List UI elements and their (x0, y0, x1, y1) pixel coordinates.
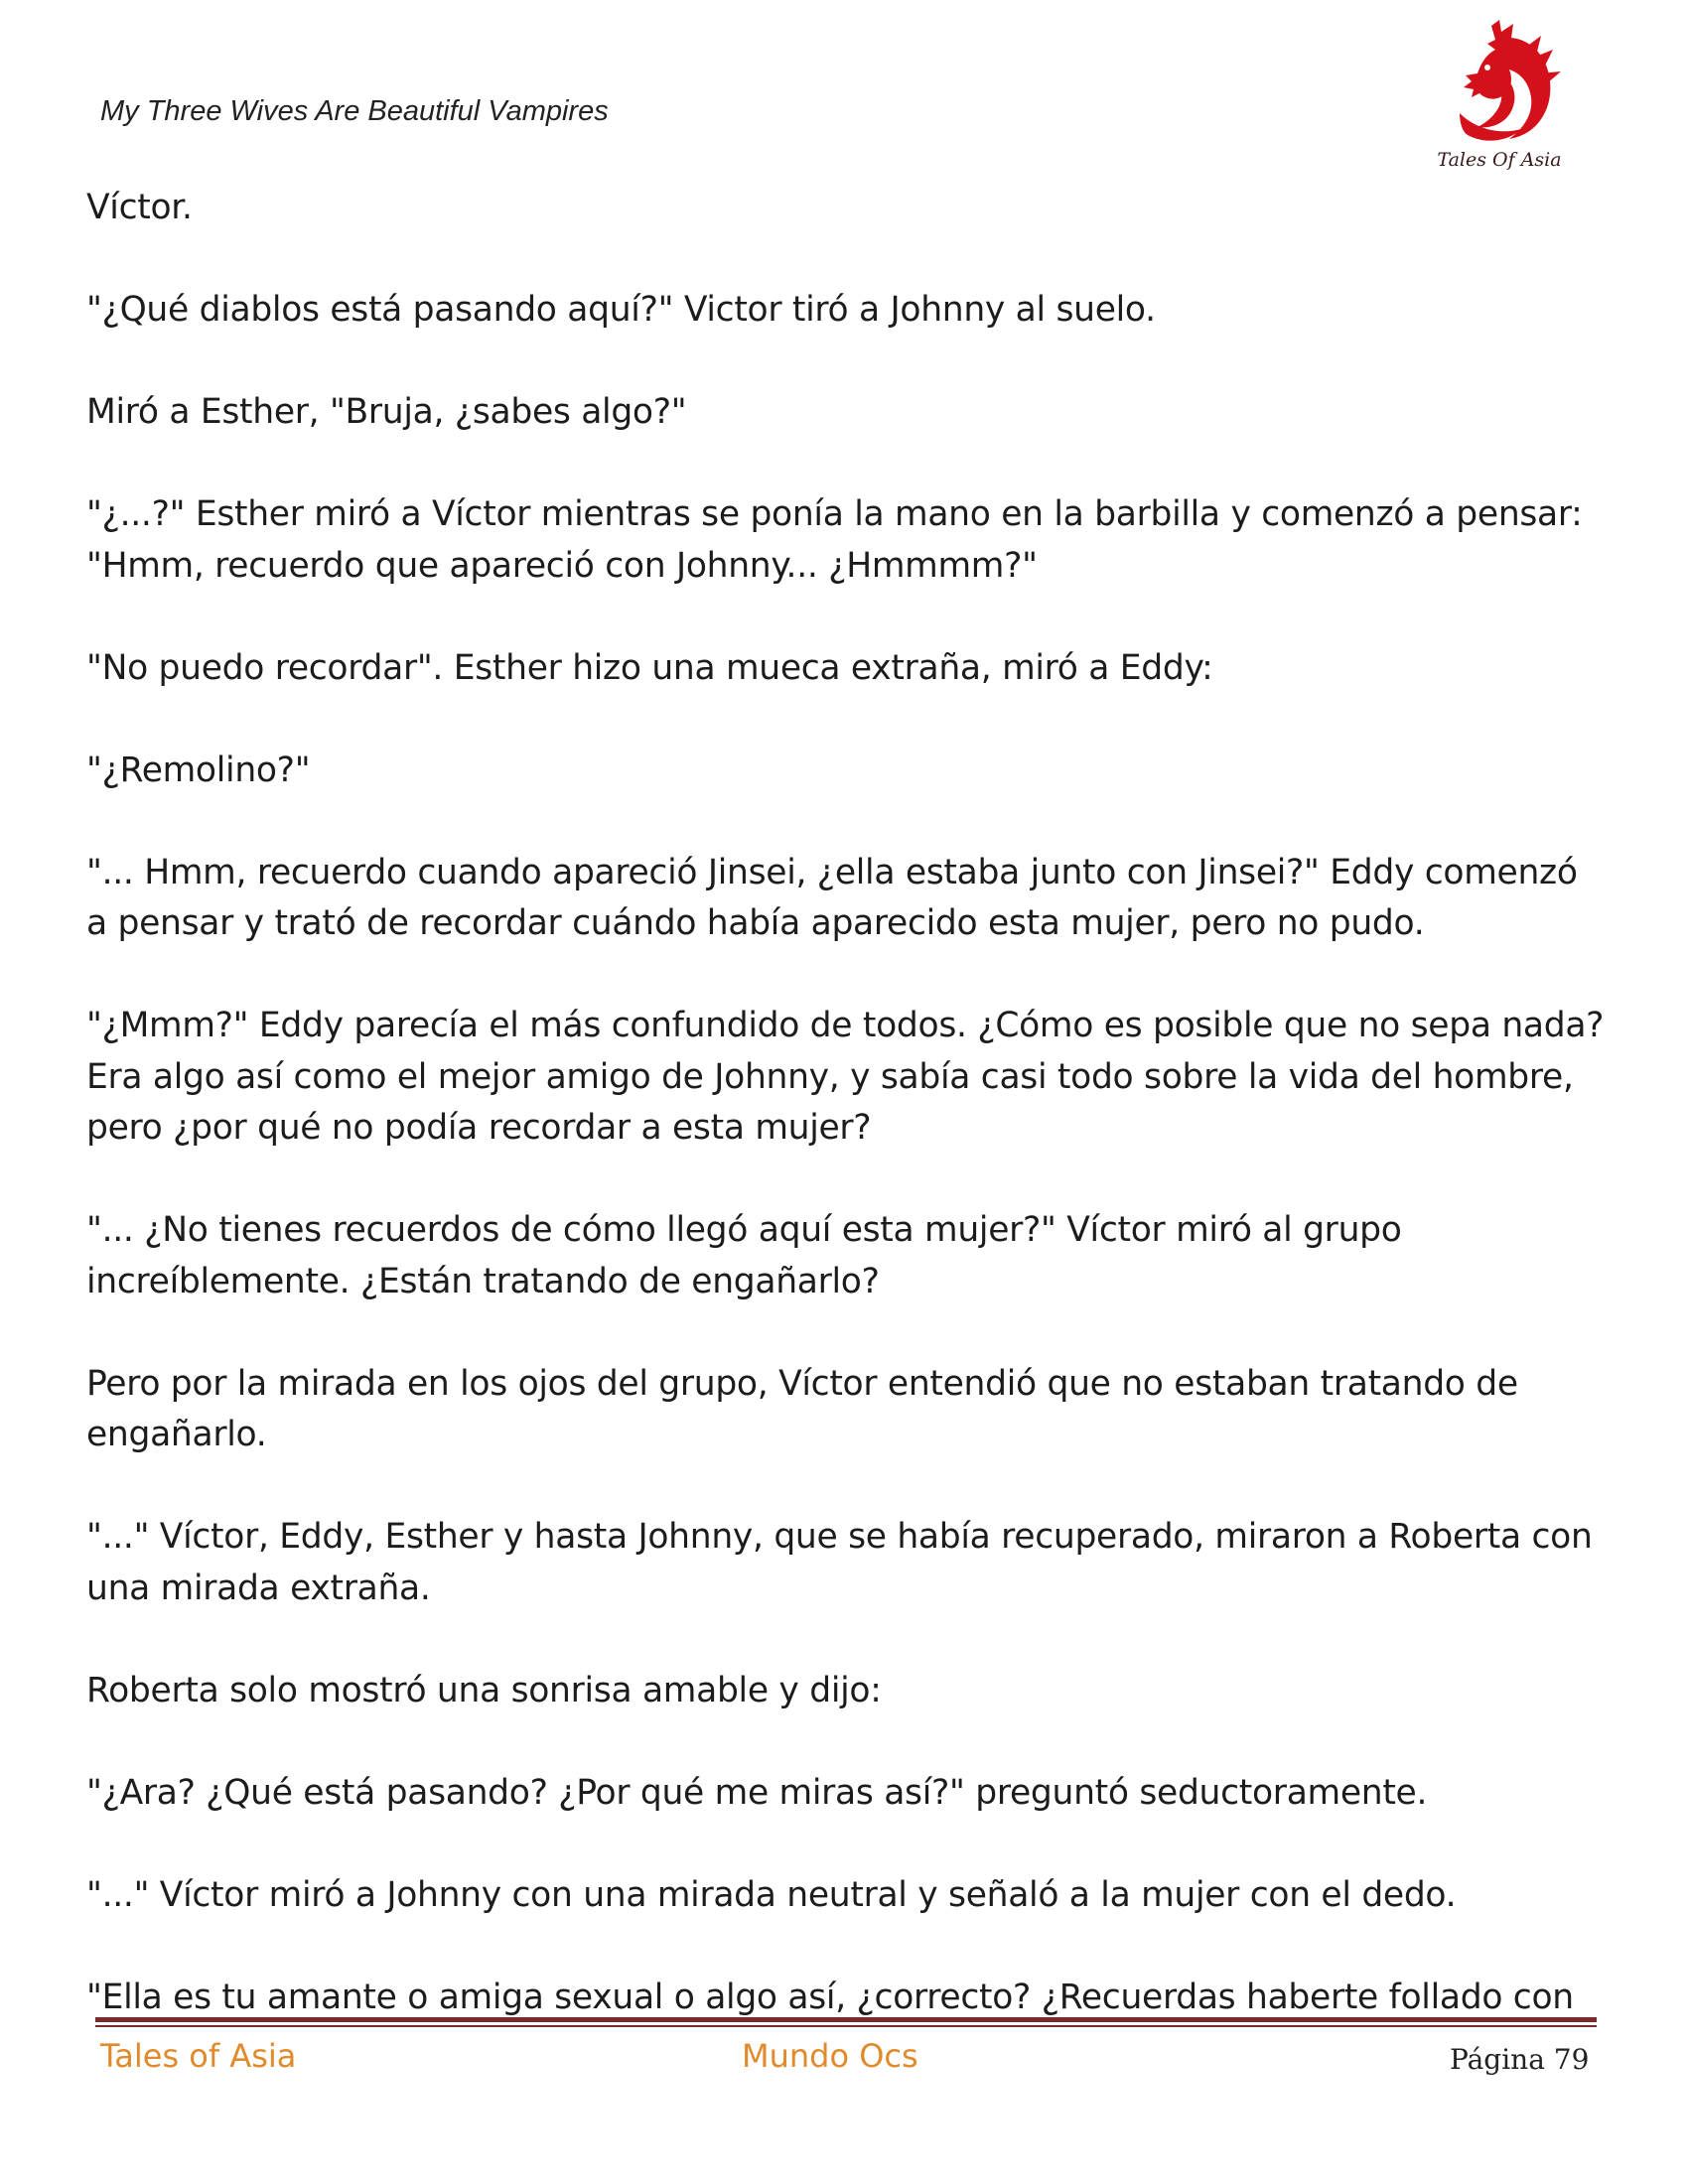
paragraph: "... Hmm, recuerdo cuando apareció Jinsei, ¿ella estaba junto con Jinsei?" Eddy comenzó a pensar y trató de recordar cuándo había aparecido esta mujer, pero no pudo. (86, 852, 1578, 943)
paragraph: Roberta solo mostró una sonrisa amable y dijo: (86, 1670, 882, 1710)
paragraph: "¿Qué diablos está pasando aquí?" Victor tiró a Johnny al suelo. (86, 290, 1156, 330)
footer-divider-thin (95, 2025, 1597, 2027)
paragraph: "..." Víctor miró a Johnny con una mirada neutral y señaló a la mujer con el dedo. (86, 1874, 1457, 1915)
page-number: Página 79 (1450, 2043, 1590, 2076)
page-body (86, 183, 1606, 2018)
paragraph: "¿Remolino?" (86, 750, 311, 790)
footer-divider (95, 2017, 1597, 2022)
footer-left-label: Tales of Asia (100, 2037, 297, 2075)
paragraph: "¿Ara? ¿Qué está pasando? ¿Por qué me miras así?" preguntó seductoramente. (86, 1772, 1428, 1813)
tales-of-asia-logo (1430, 18, 1569, 182)
paragraph: "¿...?" Esther miró a Víctor mientras se ponía la mano en la barbilla y comenzó a pensar: "Hmm, recuerdo que apareció con Johnny... ¿Hmmmm?" (86, 494, 1583, 586)
logo-caption: Tales Of Asia (1437, 149, 1562, 171)
paragraph: Pero por la mirada en los ojos del grupo, Víctor entendió que no estaban tratando de engañarlo. (86, 1363, 1518, 1454)
paragraph: "..." Víctor, Eddy, Esther y hasta Johnny, que se había recuperado, miraron a Roberta con una mirada extraña. (86, 1517, 1593, 1608)
paragraph: Víctor. (86, 188, 193, 227)
paragraph: "No puedo recordar". Esther hizo una mueca extraña, miró a Eddy: (86, 647, 1213, 688)
document-header-title: My Three Wives Are Beautiful Vampires (100, 95, 609, 127)
paragraph-cut-off: "Ella es tu amante o amiga sexual o algo así, ¿correcto? ¿Recuerdas haberte follado con (86, 1977, 1574, 2017)
paragraph: Miró a Esther, "Bruja, ¿sabes algo?" (86, 392, 687, 432)
paragraph: "¿Mmm?" Eddy parecía el más confundido de todos. ¿Cómo es posible que no sepa nada? Era algo así como el mejor amigo de Johnny, y sabía casi todo sobre la vida del hombre, pero ¿por qué no podía recordar a esta mujer? (86, 1006, 1605, 1148)
paragraph: "... ¿No tienes recuerdos de cómo llegó aquí esta mujer?" Víctor miró al grupo increíblemente. ¿Están tratando de engañarlo? (86, 1210, 1402, 1301)
footer-center-label: Mundo Ocs (742, 2037, 918, 2075)
red-dragon-icon (1430, 18, 1569, 152)
